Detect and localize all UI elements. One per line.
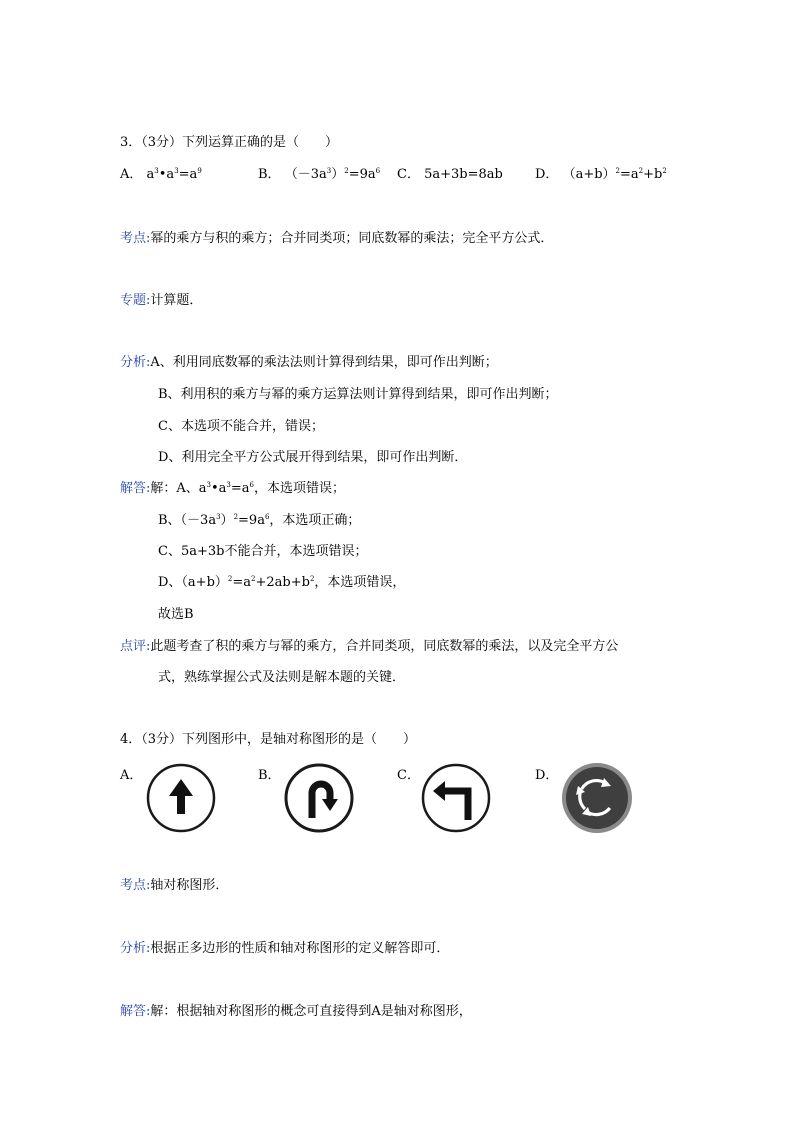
- dianping-label: 点评:: [120, 639, 151, 654]
- kaodian-text: 轴对称图形．: [150, 878, 229, 893]
- fenxi-line: C、本选项不能合并，错误；: [158, 419, 324, 434]
- q4-stem: 4．（3分）下列图形中，是轴对称图形的是（ ）: [120, 732, 417, 747]
- kaodian-text: 幂的乘方与积的乘方；合并同类项；同底数幂的乘法；完全平方公式．: [150, 231, 554, 246]
- q4-kaodian: [120, 877, 228, 895]
- q4-option-c-label: C．: [397, 768, 420, 783]
- q3-kaodian: [120, 230, 553, 248]
- q4-option-d-sign: [561, 762, 633, 834]
- fenxi-line: A、利用同底数幂的乘法法则计算得到结果，即可作出判断；: [150, 355, 498, 370]
- jieda-label: 解答:: [120, 481, 151, 496]
- roundabout-icon: [561, 762, 633, 834]
- fenxi-label: 分析:: [120, 355, 151, 370]
- option-expression: 5a+3b=8ab: [424, 167, 503, 182]
- fenxi-line: B、利用积的乘方与幂的乘方运算法则计算得到结果，即可作出判断；: [158, 387, 558, 402]
- q3-option-d: [535, 166, 667, 184]
- q3-option-c: [397, 166, 503, 184]
- option-expression: $a^3•a^3=a^9$: [146, 167, 202, 182]
- q4-option-b-sign: [283, 762, 355, 834]
- dianping-line: 此题考查了积的乘方与幂的乘方，合并同类项，同底数幂的乘法，以及完全平方公: [150, 639, 619, 654]
- q4-option-b-label: B．: [258, 768, 281, 783]
- option-label: C．: [397, 167, 420, 182]
- u-turn-icon: [283, 762, 355, 834]
- zhuanti-text: 计算题．: [150, 293, 203, 308]
- q3-fenxi: [120, 354, 498, 372]
- q4-option-a-sign: [145, 762, 217, 834]
- dianping-line: 式，熟练掌握公式及法则是解本题的关键．: [158, 670, 406, 685]
- q4-jieda: [120, 1003, 472, 1021]
- option-label: D．: [535, 167, 559, 182]
- jieda-line: D、$(a+b)^2=a^2+2ab+b^2$，本选项错误，: [158, 575, 406, 590]
- fenxi-line: D、利用完全平方公式展开得到结果，即可作出判断．: [158, 450, 468, 465]
- q4-fenxi: [120, 940, 449, 958]
- option-label: B．: [258, 167, 281, 182]
- q3-stem: 3．（3分）下列运算正确的是（ ）: [120, 135, 339, 150]
- turn-left-icon: [420, 762, 492, 834]
- jieda-line: B、$(-3a^3)^2=9a^6$，本选项正确；: [158, 513, 361, 528]
- jieda-line: 解：A、$a^3•a^3=a^6$，本选项错误；: [150, 481, 346, 496]
- jieda-text: 解：根据轴对称图形的概念可直接得到A是轴对称图形，: [150, 1004, 472, 1019]
- q3-jieda: [120, 480, 345, 498]
- q3-option-a: [120, 166, 202, 184]
- q3-dianping: [120, 638, 618, 656]
- jieda-label: 解答:: [120, 1004, 151, 1019]
- jieda-line: C、5a+3b不能合并，本选项错误；: [158, 544, 368, 559]
- fenxi-label: 分析:: [120, 941, 151, 956]
- option-label: A．: [120, 167, 143, 182]
- q4-option-d-label: D．: [535, 768, 559, 783]
- option-expression: $(a+b)^2=a^2+b^2$: [562, 167, 667, 182]
- q3-option-b: [258, 166, 380, 184]
- jieda-line: 故选B: [158, 607, 194, 622]
- zhuanti-label: 专题:: [120, 293, 151, 308]
- kaodian-label: 考点:: [120, 878, 151, 893]
- fenxi-text: 根据正多边形的性质和轴对称图形的定义解答即可．: [150, 941, 450, 956]
- q4-option-a-label: A．: [120, 768, 143, 783]
- straight-arrow-icon: [145, 762, 217, 834]
- kaodian-label: 考点:: [120, 231, 151, 246]
- q3-zhuanti: [120, 292, 202, 310]
- option-expression: $(-3a^3)^2=9a^6$: [284, 167, 381, 182]
- q4-option-c-sign: [420, 762, 492, 834]
